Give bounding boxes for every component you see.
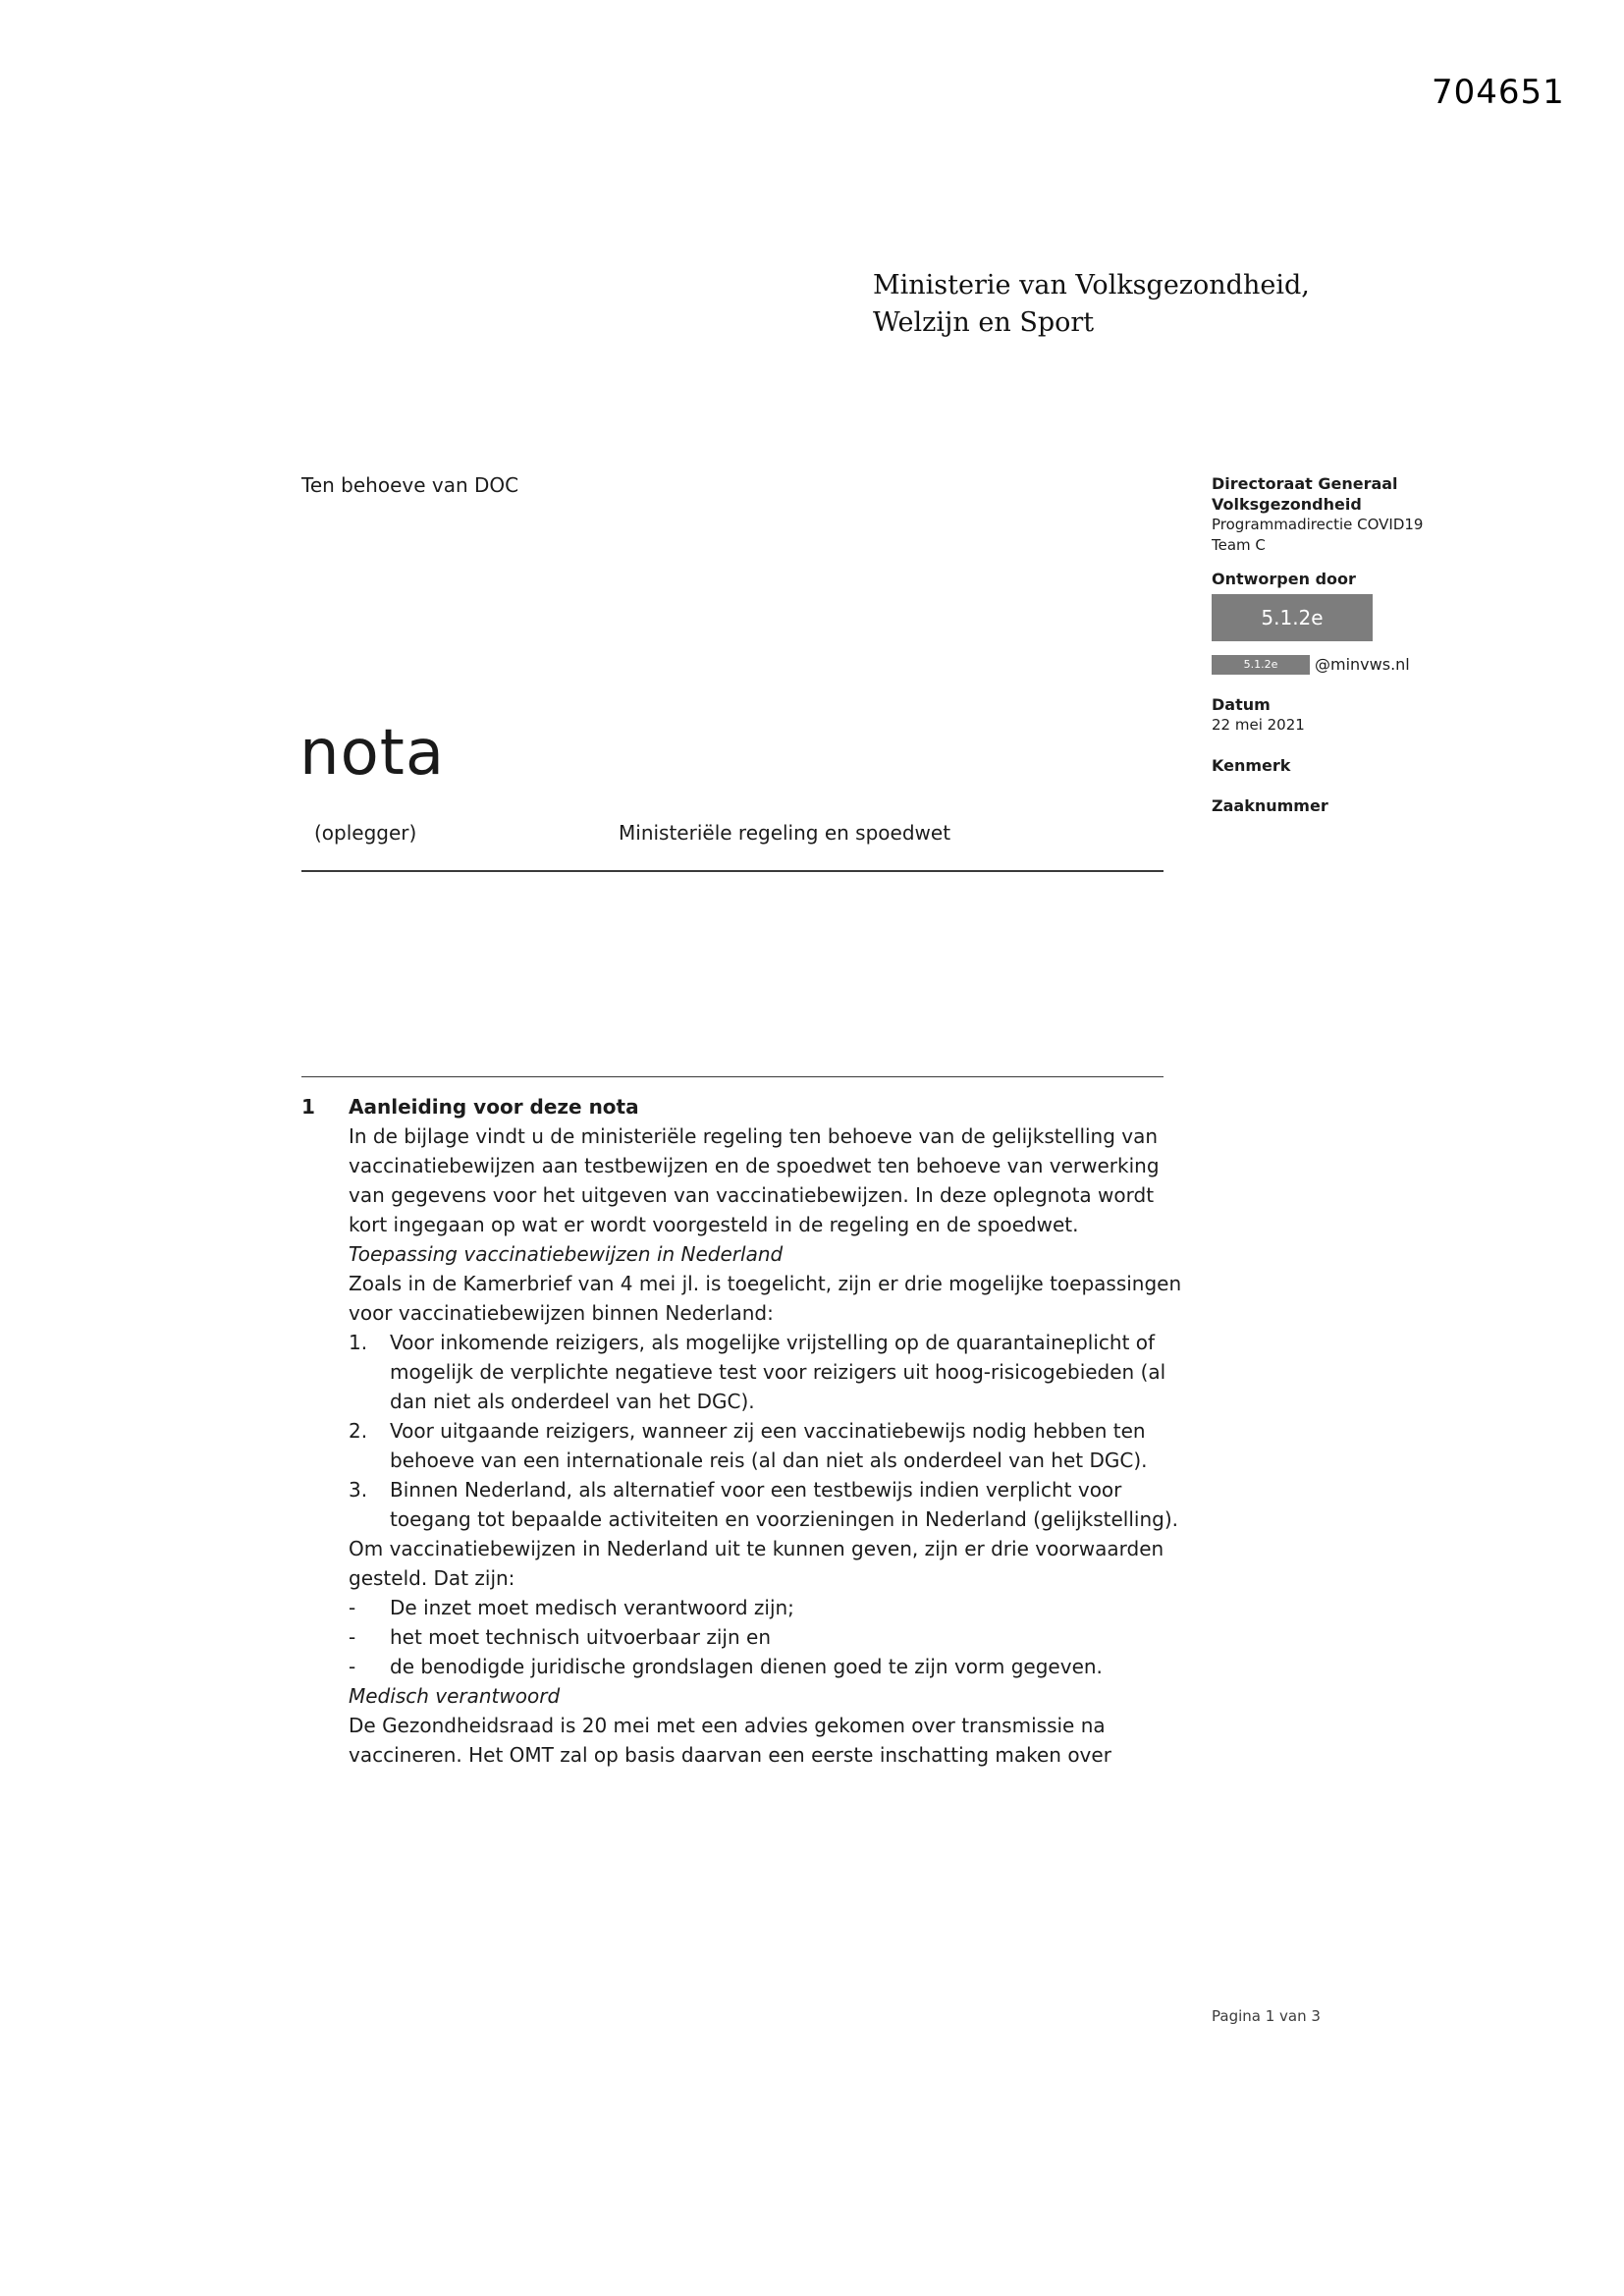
ministry-line-2: Welzijn en Sport <box>873 307 1095 338</box>
list-item-number: 1. <box>349 1331 368 1354</box>
list-item <box>349 1416 1190 1475</box>
divider-above-body <box>301 1076 1164 1077</box>
case-number-label: Zaaknummer <box>1212 796 1328 815</box>
date-label: Datum <box>1212 695 1271 714</box>
list-item-text: Voor uitgaande reizigers, wanneer zij een vaccinatiebewijs nodig hebben ten behoeve van een internationale reis (al dan niet als onderdeel van het DGC). <box>390 1419 1148 1472</box>
list-item <box>349 1593 1190 1622</box>
reference-label: Kenmerk <box>1212 756 1291 775</box>
list-item <box>349 1652 1190 1681</box>
conditions-intro: Om vaccinatiebewijzen in Nederland uit te kunnen geven, zijn er drie voorwaarden gesteld. Dat zijn: <box>349 1537 1164 1590</box>
list-item-number: 3. <box>349 1478 368 1502</box>
list-item-text: de benodigde juridische grondslagen dienen goed te zijn vorm gegeven. <box>390 1655 1103 1678</box>
list-item-text: De inzet moet medisch verantwoord zijn; <box>390 1596 794 1619</box>
email-domain: @minvws.nl <box>1315 655 1410 674</box>
title-sub-right: Ministeriële regeling en spoedwet <box>619 821 951 845</box>
title-sub-left: (oplegger) <box>314 821 417 845</box>
list-item-dash: - <box>349 1596 356 1619</box>
document-title: nota <box>299 717 446 790</box>
section-heading-row <box>301 1092 1190 1121</box>
medisch-paragraph: De Gezondheidsraad is 20 mei met een advies gekomen over transmissie na vaccineren. Het OMT zal op basis daarvan een eerste inschatting maken over <box>349 1714 1111 1767</box>
list-item-text: het moet technisch uitvoerbaar zijn en <box>390 1625 771 1649</box>
title-subline <box>314 821 1178 845</box>
intro-paragraph: In de bijlage vindt u de ministeriële regeling ten behoeve van de gelijkstelling van vaccinatiebewijzen aan testbewijzen en de spoedwet ten behoeve van verwerking van gegevens voor het uitgeven van vaccinatiebewijzen. In deze oplegnota wordt kort ingegaan op wat er wordt voorgesteld in de regeling en de spoedwet. <box>349 1124 1160 1236</box>
org-team: Team C <box>1212 536 1266 554</box>
metadata-sidebar <box>1212 473 1457 816</box>
list-item-text: Voor inkomende reizigers, als mogelijke vrijstelling op de quarantaineplicht of mogelijk de verplichte negatieve test voor reizigers uit hoog-risicogebieden (al dan niet als onderdeel van het DGC). <box>390 1331 1166 1413</box>
section-title: Aanleiding voor deze nota <box>349 1095 639 1119</box>
redaction-email: 5.1.2e <box>1212 655 1310 675</box>
dash-list <box>349 1593 1190 1681</box>
list-item <box>349 1622 1190 1652</box>
page-footer: Pagina 1 van 3 <box>1212 2007 1321 2025</box>
ministry-header <box>873 267 1310 342</box>
date-value: 22 mei 2021 <box>1212 716 1305 734</box>
org-unit: Programmadirectie COVID19 <box>1212 516 1424 533</box>
list-item-dash: - <box>349 1655 356 1678</box>
redaction-author: 5.1.2e <box>1212 594 1373 641</box>
recipient-line: Ten behoeve van DOC <box>301 473 519 497</box>
document-body <box>301 1092 1190 1770</box>
subheading-toepassing: Toepassing vaccinatiebewijzen in Nederland <box>349 1242 784 1266</box>
list-item-dash: - <box>349 1625 356 1649</box>
org-name-line1: Directoraat Generaal <box>1212 474 1398 493</box>
author-label: Ontworpen door <box>1212 570 1356 588</box>
numbered-list <box>349 1328 1190 1534</box>
divider-under-title <box>301 870 1164 872</box>
ministry-line-1: Ministerie van Volksgezondheid, <box>873 270 1310 301</box>
list-item-number: 2. <box>349 1419 368 1443</box>
toepassing-intro: Zoals in de Kamerbrief van 4 mei jl. is toegelicht, zijn er drie mogelijke toepassingen voor vaccinatiebewijzen binnen Nederland: <box>349 1272 1182 1325</box>
document-number: 704651 <box>1432 73 1565 112</box>
org-name-line2: Volksgezondheid <box>1212 495 1362 514</box>
list-item <box>349 1328 1190 1416</box>
section-content <box>349 1121 1190 1770</box>
list-item <box>349 1475 1190 1534</box>
list-item-text: Binnen Nederland, als alternatief voor een testbewijs indien verplicht voor toegang tot bepaalde activiteiten en voorzieningen in Nederland (gelijkstelling). <box>390 1478 1178 1531</box>
author-email-row <box>1212 654 1457 675</box>
subheading-medisch: Medisch verantwoord <box>349 1684 561 1708</box>
section-number: 1 <box>301 1095 315 1119</box>
